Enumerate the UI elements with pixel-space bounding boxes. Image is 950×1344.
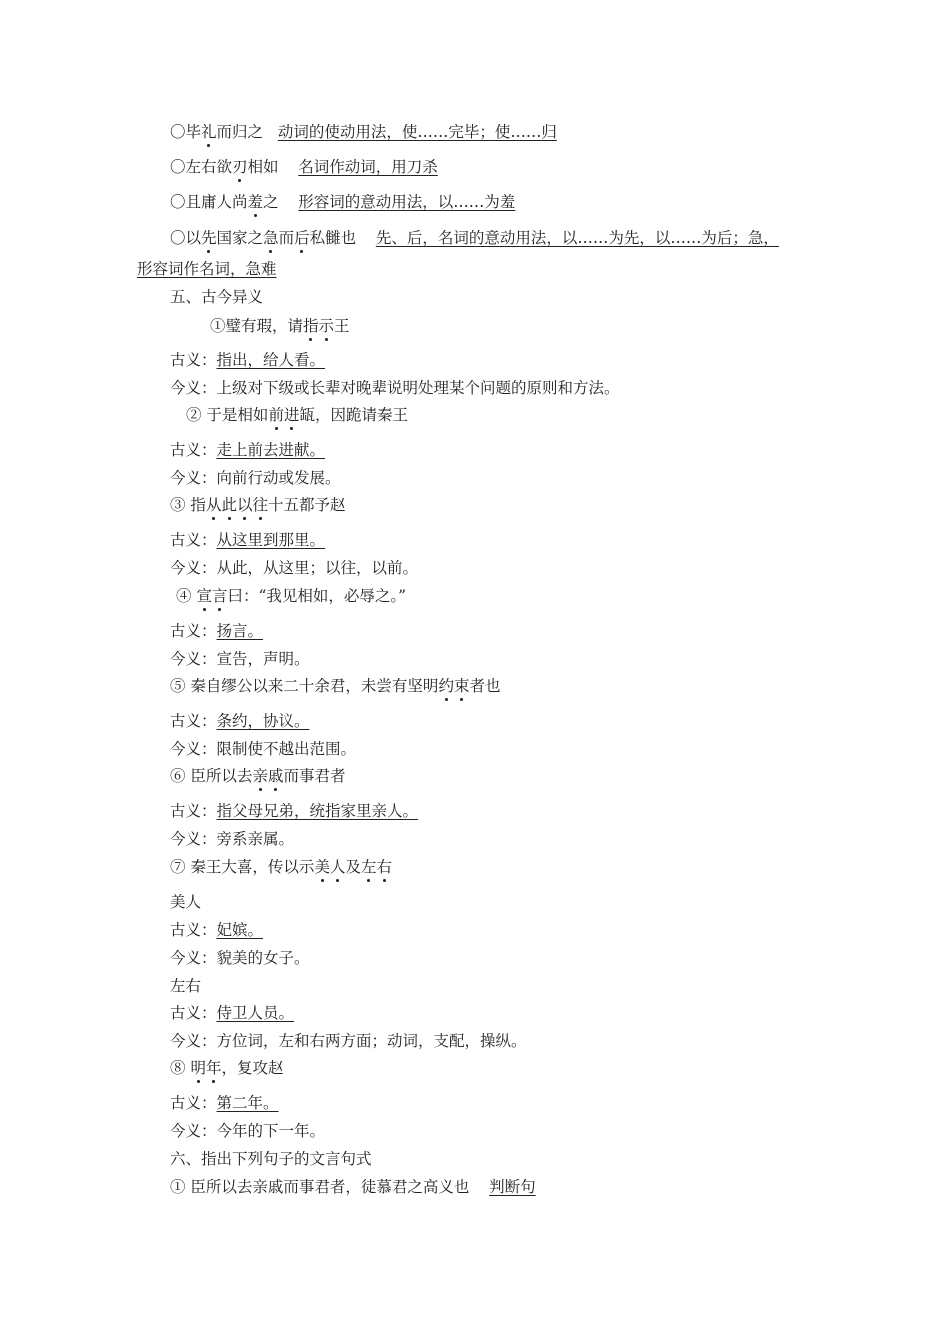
item-6-sentence: ⑥ 臣所以去亲戚而事君者 xyxy=(170,767,346,785)
item-6-ancient: 古义：指父母兄弟，统指家里亲人。 xyxy=(170,802,419,820)
emphasis-char: 羞 xyxy=(247,193,264,211)
item-7-ancient-1: 古义：妃嫔。 xyxy=(170,921,264,939)
item-8-sentence: ⑧ 明年，复攻赵 xyxy=(170,1059,284,1077)
emphasis-char: 礼 xyxy=(201,123,217,141)
sentence-type: 判断句 xyxy=(489,1178,536,1196)
usage-note: 名词作动词，用刀杀 xyxy=(298,158,438,176)
item-4-modern: 今义：宣告，声明。 xyxy=(170,650,310,668)
item-7-sentence: ⑦ 秦王大喜，传以示美人及左右 xyxy=(170,858,393,876)
usage-line-3: 〇且庸人尚羞之 形容词的意动用法，以……为羞 xyxy=(170,193,516,211)
emphasis-char: 人 xyxy=(329,858,346,876)
usage-line-1: 〇毕礼而归之 动词的使动用法，使……完毕；使……归 xyxy=(170,123,557,141)
usage-note: 形容词的意动用法，以……为羞 xyxy=(298,193,516,211)
emphasis-char: 往 xyxy=(252,496,268,514)
emphasis-char: 戚 xyxy=(267,767,284,785)
emphasis-char: 从 xyxy=(205,496,222,514)
item-8-ancient: 古义：第二年。 xyxy=(170,1094,279,1112)
usage-note: 动词的使动用法，使……完毕；使……归 xyxy=(277,123,557,141)
item-4-ancient: 古义：扬言。 xyxy=(170,622,264,640)
emphasis-char: 急 xyxy=(263,229,279,247)
usage-line-2: 〇左右欲刃相如 名词作动词，用刀杀 xyxy=(170,158,438,176)
emphasis-char: 束 xyxy=(453,677,470,695)
item-5-sentence: ⑤ 秦自缪公以来二十余君，未尝有坚明约束者也 xyxy=(170,677,501,695)
usage-line-4-cont xyxy=(137,259,277,279)
emphasis-char: 刃 xyxy=(232,158,248,176)
item-1-modern: 今义：上级对下级或长辈对晚辈说明处理某个问题的原则和方法。 xyxy=(170,379,620,397)
usage-note: 先、后，名词的意动用法，以……为先，以……为后；急， xyxy=(375,229,779,247)
emphasis-char: 后 xyxy=(294,229,310,247)
item-7-word-1: 美人 xyxy=(170,893,202,911)
emphasis-char: 明 xyxy=(190,1059,206,1077)
emphasis-char: 言 xyxy=(211,587,228,605)
item-3-sentence: ③ 指从此以往十五都予赵 xyxy=(170,496,346,514)
item-5-ancient: 古义：条约，协议。 xyxy=(170,712,310,730)
item-2-sentence: ② 于是相如前进缻，因跪请秦王 xyxy=(186,406,408,424)
item-7-word-2: 左右 xyxy=(170,977,202,995)
item-2-modern: 今义：向前行动或发展。 xyxy=(170,469,341,487)
item-1-sentence: ①璧有瑕，请指示王 xyxy=(210,317,350,335)
item-7-modern-1: 今义：貌美的女子。 xyxy=(170,949,310,967)
usage-line-4: 〇以先国家之急而后私雠也 先、后，名词的意动用法，以……为先，以……为后；急， xyxy=(170,229,779,247)
item-7-ancient-2: 古义：侍卫人员。 xyxy=(170,1004,295,1022)
emphasis-char: 右 xyxy=(376,858,393,876)
emphasis-char: 美 xyxy=(314,858,330,876)
emphasis-char: 宣 xyxy=(196,587,212,605)
emphasis-char: 示 xyxy=(318,317,335,335)
item-4-sentence: ④ 宣言曰：“我见相如，必辱之。” xyxy=(176,587,407,605)
section-5-title: 五、古今异义 xyxy=(170,288,264,306)
item-5-modern: 今义：限制使不越出范围。 xyxy=(170,740,357,758)
item-8-modern: 今义：今年的下一年。 xyxy=(170,1122,326,1140)
emphasis-char: 指 xyxy=(303,317,319,335)
emphasis-char: 左 xyxy=(360,858,377,876)
emphasis-char: 以 xyxy=(236,496,253,514)
item-7-modern-2: 今义：方位词，左和右两方面；动词，支配，操纵。 xyxy=(170,1032,527,1050)
emphasis-char: 亲 xyxy=(252,767,268,785)
usage-note: 形容词作名词，急难 xyxy=(137,260,277,278)
item-3-modern: 今义：从此，从这里；以往，以前。 xyxy=(170,559,419,577)
item-1-ancient: 古义：指出，给人看。 xyxy=(170,351,326,369)
emphasis-char: 先 xyxy=(201,229,217,247)
section-6-title: 六、指出下列句子的文言句式 xyxy=(170,1150,372,1168)
section-6-item-1: ① 臣所以去亲戚而事君者，徒慕君之高义也 判断句 xyxy=(170,1178,536,1196)
emphasis-char: 约 xyxy=(438,677,454,695)
item-3-ancient: 古义：从这里到那里。 xyxy=(170,531,326,549)
emphasis-char: 此 xyxy=(221,496,237,514)
emphasis-char: 进 xyxy=(283,406,300,424)
emphasis-char: 年 xyxy=(205,1059,222,1077)
emphasis-char: 前 xyxy=(268,406,284,424)
item-6-modern: 今义：旁系亲属。 xyxy=(170,830,295,848)
item-2-ancient: 古义：走上前去进献。 xyxy=(170,441,326,459)
